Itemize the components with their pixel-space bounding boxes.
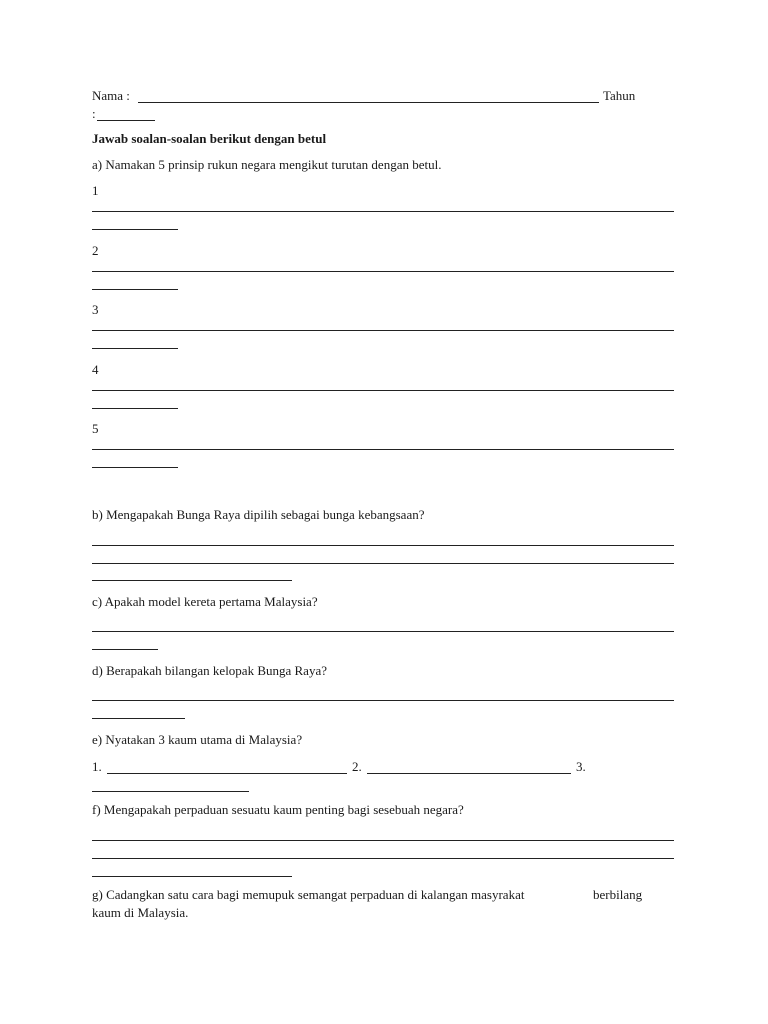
answer-line[interactable] (92, 289, 178, 290)
name-field-row (92, 88, 130, 104)
year-colon: : (92, 106, 96, 121)
answer-line[interactable] (92, 467, 178, 468)
question-e-item-2: 2. (352, 759, 362, 774)
name-answer-line[interactable] (138, 102, 599, 103)
answer-line[interactable] (92, 449, 674, 450)
answer-line[interactable] (92, 408, 178, 409)
question-g-line-1-end: berbilang (593, 887, 643, 902)
name-label: Nama : (92, 88, 130, 103)
answer-line[interactable] (107, 773, 347, 774)
question-a: a) Namakan 5 prinsip rukun negara mengikut turutan dengan betul. (92, 157, 442, 172)
answer-line[interactable] (92, 348, 178, 349)
answer-line[interactable] (92, 631, 674, 632)
answer-line[interactable] (92, 271, 674, 272)
question-c: c) Apakah model kereta pertama Malaysia? (92, 594, 318, 609)
answer-line[interactable] (92, 563, 674, 564)
answer-line[interactable] (92, 580, 292, 581)
question-b: b) Mengapakah Bunga Raya dipilih sebagai bunga kebangsaan? (92, 507, 425, 522)
answer-line[interactable] (92, 718, 185, 719)
answer-line[interactable] (92, 700, 674, 701)
question-g-line-2: kaum di Malaysia. (92, 905, 189, 920)
instruction-heading: Jawab soalan-soalan berikut dengan betul (92, 131, 327, 146)
year-label: Tahun (603, 88, 636, 103)
question-a-item-5: 5 (92, 421, 99, 436)
question-e-item-1: 1. (92, 759, 102, 774)
question-d: d) Berapakah bilangan kelopak Bunga Raya? (92, 663, 327, 678)
question-a-item-1: 1 (92, 183, 99, 198)
answer-line[interactable] (92, 858, 674, 859)
answer-line[interactable] (92, 330, 674, 331)
question-g-line-1: g) Cadangkan satu cara bagi memupuk semangat perpaduan di kalangan masyrakat (92, 887, 525, 902)
answer-line[interactable] (92, 649, 158, 650)
answer-line[interactable] (92, 791, 249, 792)
question-e: e) Nyatakan 3 kaum utama di Malaysia? (92, 732, 303, 747)
answer-line[interactable] (92, 840, 674, 841)
question-a-item-3: 3 (92, 302, 99, 317)
answer-line[interactable] (92, 876, 292, 877)
question-a-item-2: 2 (92, 243, 99, 258)
answer-line[interactable] (92, 390, 674, 391)
answer-line[interactable] (367, 773, 571, 774)
answer-line[interactable] (92, 545, 674, 546)
question-f: f) Mengapakah perpaduan sesuatu kaum penting bagi sesebuah negara? (92, 802, 464, 817)
answer-line[interactable] (92, 211, 674, 212)
question-a-item-4: 4 (92, 362, 99, 377)
answer-line[interactable] (92, 229, 178, 230)
question-e-item-3: 3. (576, 759, 586, 774)
year-answer-line[interactable] (97, 120, 155, 121)
